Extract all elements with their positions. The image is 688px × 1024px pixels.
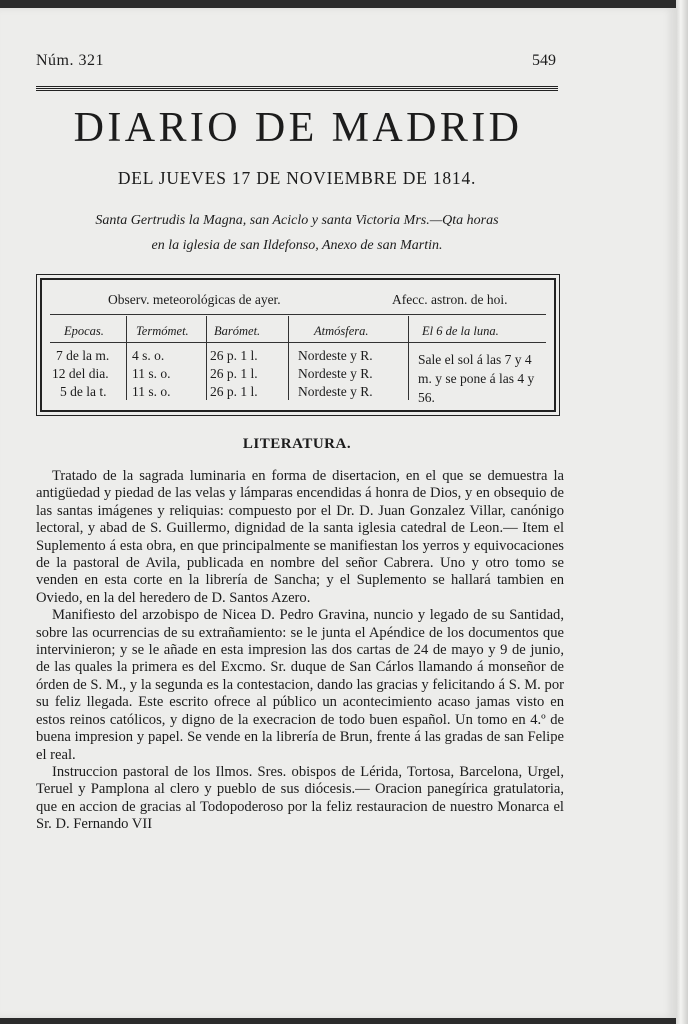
divider — [408, 316, 409, 400]
divider — [288, 316, 289, 400]
col-barometro: Barómet. — [214, 324, 261, 338]
page-number: 549 — [532, 52, 556, 69]
row-1-baro: 26 p. 1 l. — [210, 348, 258, 363]
weather-table — [40, 278, 556, 412]
col-atmosfera: Atmósfera. — [314, 324, 369, 338]
row-3-term: 11 s. o. — [132, 384, 171, 399]
divider — [126, 316, 127, 400]
row-3-baro: 26 p. 1 l. — [210, 384, 258, 399]
row-2-atm: Nordeste y R. — [298, 366, 373, 381]
saints-line-1: Santa Gertrudis la Magna, san Aciclo y santa Victoria Mrs.—Qta horas — [95, 213, 499, 228]
section-title: LITERATURA. — [242, 436, 352, 452]
astronomy-title: Afecc. astron. de hoi. — [392, 292, 508, 307]
row-2-epoca: 12 del dia. — [52, 366, 109, 381]
row-3-epoca: 5 de la t. — [60, 384, 107, 399]
col-epocas: Epocas. — [64, 324, 104, 338]
saints-of-day — [36, 208, 558, 258]
article-body — [36, 468, 564, 834]
issue-number: Núm. 321 — [36, 52, 104, 69]
moon-sun-info: Sale el sol á las 7 y 4 m. y se pone á las 4 y 56. — [418, 352, 535, 405]
masthead-title: DIARIO DE MADRID — [73, 105, 523, 151]
row-2-term: 11 s. o. — [132, 366, 171, 381]
paragraph: Instruccion pastoral de los Ilmos. Sres. obispos de Lérida, Tortosa, Barcelona, Urgel, Teruel y Pamplona al clero y pueblo de sus diócesis.— Oracion panegírica gratulatoria, que en accion de gracias al Todopoderoso por la feliz restauracion de nuestro Monarca el Sr. D. Fernando VII — [36, 763, 564, 833]
row-1-epoca: 7 de la m. — [56, 348, 110, 363]
newspaper-page — [0, 8, 676, 1018]
divider — [50, 314, 546, 315]
page-edge — [676, 0, 688, 1024]
saints-line-2: en la iglesia de san Ildefonso, Anexo de san Martin. — [151, 238, 443, 253]
header-rule — [36, 86, 558, 91]
paragraph: Tratado de la sagrada luminaria en forma de disertacion, en el que se demuestra la antigüedad y piedad de las velas y lámparas encendidas á honra de Dios, y en obsequio de las santas imágenes y reliquias: compuesto por el Dr. D. Juan Gonzalez Villar, canónigo lectoral, y abad de S. Guillermo, dignidad de la santa iglesia catedral de Leon.— Item el Suplemento á esta obra, en que principalmente se manifiestan los yerros y equivocaciones de la pastoral de Avila, publicada en nombre del señor Cabrera. Uno y otro tomo se venden en esta corte en la librería de Sancha; y el Suplemento se hallará tambien en Oviedo, en la del heredero de D. Santos Azero. — [36, 468, 564, 606]
paragraph: Manifiesto del arzobispo de Nicea D. Pedro Gravina, nuncio y legado de su Santidad, sobre las ocurrencias de su extrañamiento: se le junta el Apéndice de los documentos que intervinieron; y se le añade en esta impresion las dos cartas de 24 de mayo y 9 de junio, de las quales la primera es del Excmo. Sr. duque de San Cárlos llamando á monseñor de órden de S. M., y la segunda es la contestacion, dando las gracias y felicitando á S. M. por su feliz llegada. Este escrito ofrece al público un acontecimiento acaso jamas visto en estos reinos católicos, y digno de la execracion de todo buen español. Un tomo en 4.º de buena impresion y papel. Se vende en la librería de Brun, frente á las gradas de san Felipe el real. — [36, 607, 564, 763]
col-luna: El 6 de la luna. — [422, 324, 499, 338]
row-3-atm: Nordeste y R. — [298, 384, 373, 399]
weather-observations-title: Observ. meteorológicas de ayer. — [108, 292, 281, 307]
row-1-atm: Nordeste y R. — [298, 348, 373, 363]
row-2-baro: 26 p. 1 l. — [210, 366, 258, 381]
col-termometro: Termómet. — [136, 324, 189, 338]
row-1-term: 4 s. o. — [132, 348, 165, 363]
divider — [50, 342, 546, 343]
divider — [206, 316, 207, 400]
issue-date: DEL JUEVES 17 DE NOVIEMBRE DE 1814. — [117, 168, 477, 188]
